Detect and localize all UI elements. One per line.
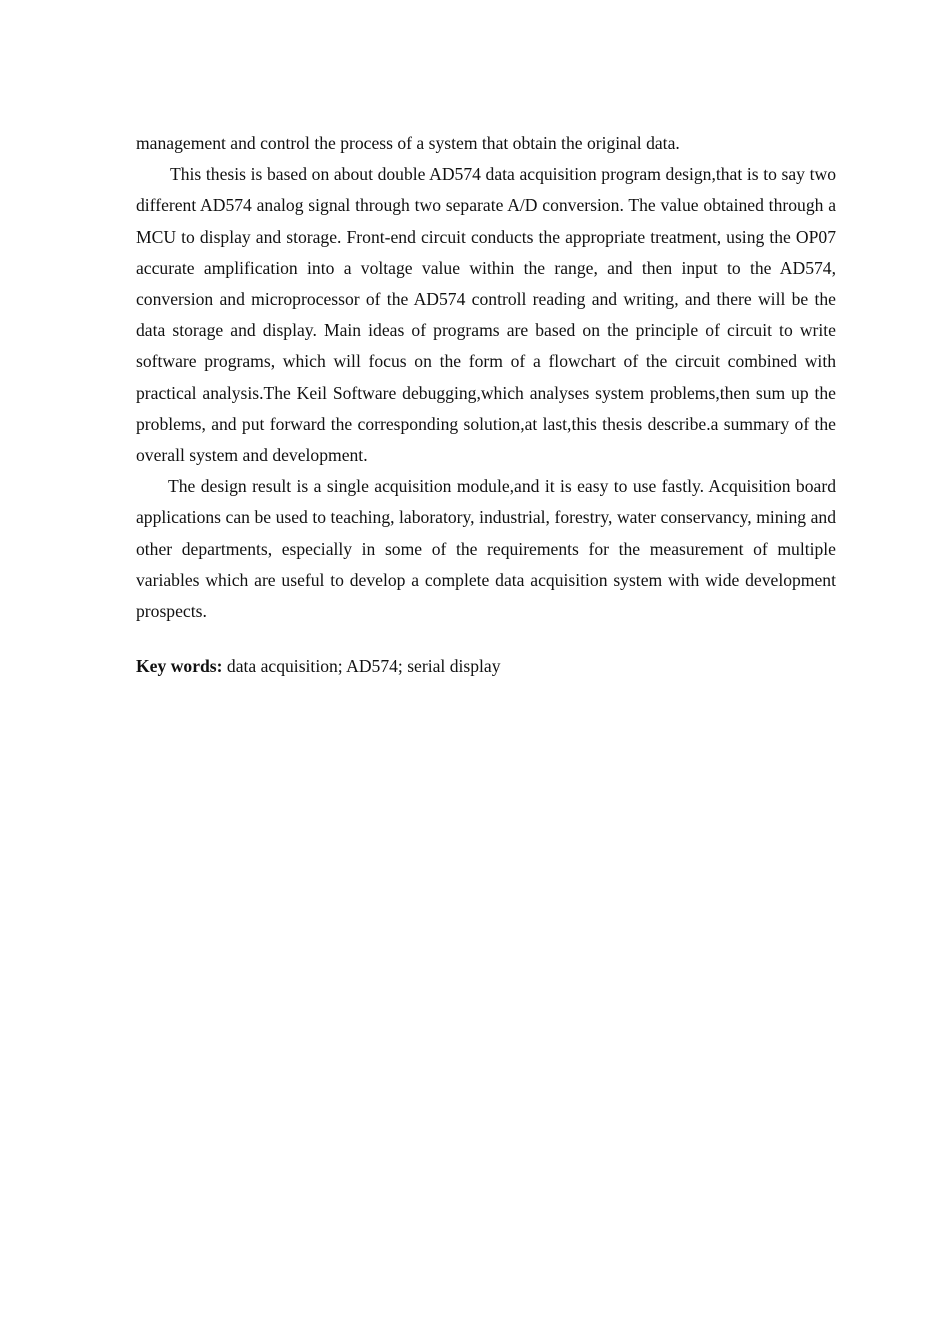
abstract-page [136, 128, 836, 682]
keywords-line [136, 651, 836, 682]
keywords-label: Key words: [136, 656, 223, 677]
keywords-value: data acquisition; AD574; serial display [222, 656, 501, 677]
abstract-paragraph-thesis: This thesis is based on about double AD574 data acquisition program design,that is to say two different AD574 analog signal through two separate A/D conversion. The value obtained through a MCU to display and storage. Front-end circuit conducts the appropriate treatment, using the OP07 accurate amplification into a voltage value within the range, and then input to the AD574, conversion and microprocessor of the AD574 controll reading and writing, and there will be the data storage and display. Main ideas of programs are based on the principle of circuit to write software programs, which will focus on the form of a flowchart of the circuit combined with practical analysis.The Keil Software debugging,which analyses system problems,then sum up the problems, and put forward the corresponding solution,at last,this thesis describe.a summary of the overall system and development. [136, 164, 836, 466]
abstract-paragraph-result: The design result is a single acquisition module,and it is easy to use fastly. Acquisition board applications can be used to teaching, laboratory, industrial, forestry, water conservancy, mining and other departments, especially in some of the requirements for the measurement of multiple variables which are useful to develop a complete data acquisition system with wide development prospects. [136, 476, 836, 622]
abstract-paragraph-continued: management and control the process of a system that obtain the original data. [136, 133, 680, 153]
